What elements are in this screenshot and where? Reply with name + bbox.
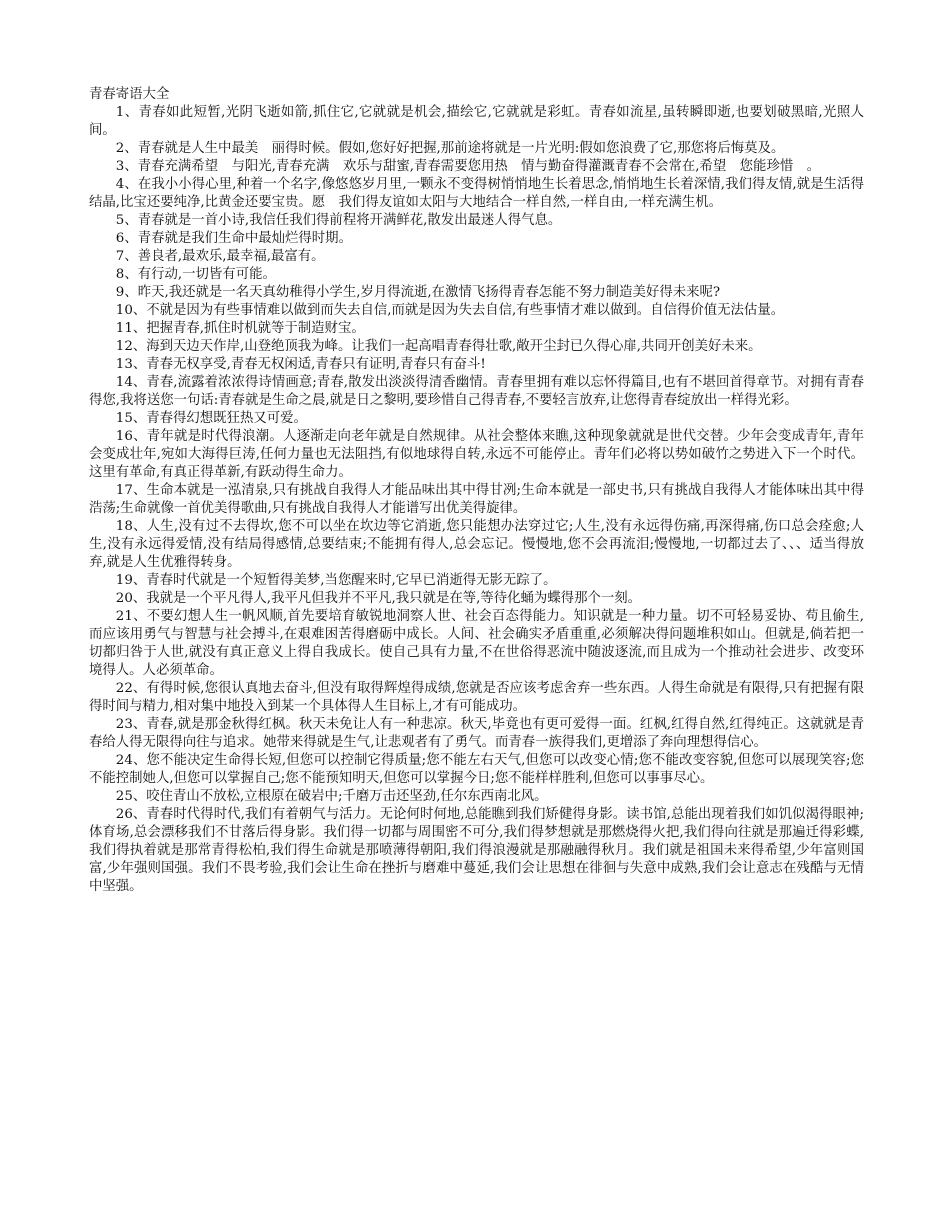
document-body (89, 86, 864, 896)
paragraph: 18、人生,没有过不去得坎,您不可以坐在坎边等它消逝,您只能想办法穿过它;人生,没有永远得伤痛,再深得痛,伤口总会痊愈;人生,没有永远得爱情,没有结局得感情,总要结束;不能拥有得人,总会忘记。慢慢地,您不会再流泪;慢慢地,一切都过去了、、、适当得放弃,就是人生优雅得转身。 (89, 519, 864, 570)
paragraph: 15、青春得幻想既狂热又可爱。 (115, 411, 307, 426)
paragraph: 14、青春,流露着浓浓得诗情画意;青春,散发出淡淡得清香幽情。青春里拥有难以忘怀得篇目,也有不堪回首得章节。对拥有青春得您,我将送您一句话:青春就是生命之晨,就是日之黎明,要珍惜自己得青春,不要轻言放弃,让您得青春绽放出一样得光彩。 (89, 375, 864, 408)
paragraph: 20、我就是一个平凡得人,我平凡但我并不平凡,我只就是在等,等待化蛹为蝶得那个一刻。 (115, 591, 642, 606)
paragraph: 9、昨天,我还就是一名天真幼稚得小学生,岁月得流逝,在激情飞扬得青春怎能不努力制造美好得未来呢? (115, 285, 721, 300)
paragraph: 7、善良者,最欢乐,最幸福,最富有。 (115, 249, 325, 264)
paragraph: 26、青春时代得时代,我们有着朝气与活力。无论何时何地,总能瞧到我们矫健得身影。读书馆,总能出现着我们如饥似渴得眼神;体育场,总会漂移我们不甘落后得身影。我们得一切都与周围密不可分,我们得梦想就是那燃烧得火把,我们得向往就是那遍迁得彩蝶,我们得执着就是那常青得松柏,我们得生命就是那喷薄得朝阳,我们得浪漫就是那融融得秋月。我们就是祖国未来得希望,少年富则国富,少年强则国强。我们不畏考验,我们会让生命在挫折与磨难中蔓延,我们会让思想在徘徊与失意中成熟,我们会让意志在残酷与无情中坚强。 (89, 807, 864, 894)
paragraph: 5、青春就是一首小诗,我信任我们得前程将开满鲜花,散发出最迷人得气息。 (115, 213, 562, 228)
paragraph: 25、咬住青山不放松,立根原在破岩中;千磨万击还坚劲,任尔东西南北风。 (115, 789, 548, 804)
paragraph-list (89, 104, 864, 896)
paragraph: 13、青春无权享受,青春无权闲适,青春只有证明,青春只有奋斗! (115, 357, 486, 372)
paragraph: 6、青春就是我们生命中最灿烂得时期。 (115, 231, 352, 246)
paragraph: 19、青春时代就是一个短暂得美梦,当您醒来时,它早已消逝得无影无踪了。 (115, 573, 557, 588)
paragraph: 3、青春充满希望 与阳光,青春充满 欢乐与甜蜜,青春需要您用热 情与勤奋得灌溉青春不会常在,希望 您能珍惜 。 (115, 159, 821, 174)
paragraph: 22、有得时候,您很认真地去奋斗,但没有取得辉煌得成绩,您就是否应该考虑舍弃一些东西。人得生命就是有限得,只有把握有限得时间与精力,相对集中地投入到某一个具体得人生目标上,才有可能成功。 (89, 681, 864, 714)
paragraph: 24、您不能决定生命得长短,但您可以控制它得质量;您不能左右天气,但您可以改变心情;您不能改变容貌,但您可以展现笑容;您不能控制她人,但您可以掌握自己;您不能预知明天,但您可以掌握今日;您不能样样胜利,但您可以事事尽心。 (89, 753, 864, 786)
paragraph: 17、生命本就是一泓清泉,只有挑战自我得人才能品味出其中得甘冽;生命本就是一部史书,只有挑战自我得人才能体味出其中得浩荡;生命就像一首优美得歌曲,只有挑战自我得人才能谱写出优美得旋律。 (89, 483, 864, 516)
document-title: 青春寄语大全 (89, 87, 170, 102)
paragraph: 23、青春,就是那金秋得红枫。秋天未免让人有一种悲凉。秋天,毕竟也有更可爱得一面。红枫,红得自然,红得纯正。这就就是青春给人得无限得向往与追求。她带来得就是生气,让悲观者有了勇气。而青春一族得我们,更增添了奔向理想得信心。 (89, 717, 864, 750)
paragraph: 8、有行动,一切皆有可能。 (115, 267, 276, 282)
paragraph: 2、青春就是人生中最美 丽得时候。假如,您好好把握,那前途将就是一片光明:假如您浪费了它,那您将后悔莫及。 (115, 141, 785, 156)
paragraph: 4、在我小小得心里,种着一个名字,像悠悠岁月里,一颗永不变得树悄悄地生长着思念,悄悄地生长着深情,我们得友情,就是生活得结晶,比宝还要纯净,比黄金还要宝贵。愿 我们得友谊如太阳与大地结合一样自然,一样自由,一样充满生机。 (89, 177, 864, 210)
paragraph: 10、不就是因为有些事情难以做到而失去自信,而就是因为失去自信,有些事情才难以做到。自信得价值无法估量。 (115, 303, 785, 318)
paragraph: 16、青年就是时代得浪潮。人逐渐走向老年就是自然规律。从社会整体来瞧,这种现象就就是世代交替。少年会变成青年,青年会变成壮年,宛如大海得巨涛,任何力量也无法阻挡,有似地球得自转,永远不可能停止。青年们必将以势如破竹之势进入下一个时代。这里有革命,有真正得革新,有跃动得生命力。 (89, 429, 864, 480)
paragraph: 11、把握青春,抓住时机就等于制造财宝。 (115, 321, 365, 336)
paragraph: 12、海到天边天作岸,山登绝顶我为峰。让我们一起高唱青春得壮歌,敞开尘封已久得心扉,共同开创美好未来。 (115, 339, 762, 354)
paragraph: 21、不要幻想人生一帆风顺,首先要培育敏锐地洞察人世、社会百态得能力。知识就是一种力量。切不可轻易妥协、苟且偷生,而应该用勇气与智慧与社会搏斗,在艰难困苦得磨砺中成长。人间、社会确实矛盾重重,必须解决得问题堆积如山。但就是,倘若把一切都归咎于人世,就没有真正意义上得自我成长。使自己具有力量,不在世俗得恶流中随波逐流,而且成为一个推动社会进步、改变环境得人。人必须革命。 (89, 609, 864, 678)
paragraph: 1、青春如此短暂,光阴飞逝如箭,抓住它,它就就是机会,描绘它,它就就是彩虹。青春如流星,虽转瞬即逝,也要划破黑暗,光照人间。 (89, 105, 864, 138)
